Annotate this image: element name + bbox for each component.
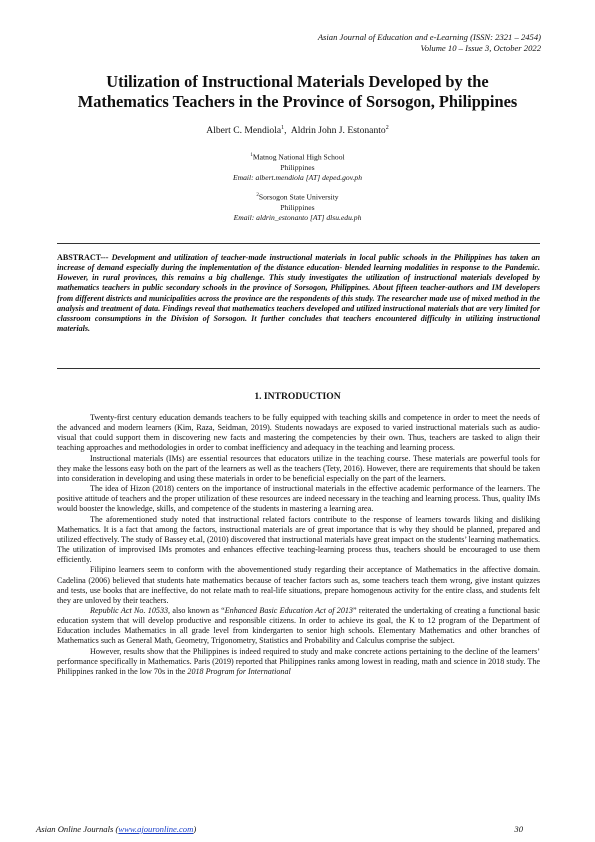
abstract xyxy=(57,253,540,334)
divider-top xyxy=(57,243,540,244)
affiliation-marker: 1 xyxy=(250,153,253,158)
program-name: 2018 Program for International xyxy=(187,666,291,676)
paragraph: The aforementioned study noted that instructional related factors contribute to the response of learners towards liking and disliking Mathematics. It is a fact that among the factors, instructional materials are of great importance that is why they should be planned, prepared and utilized effectively. The study of Bassey et.al, (2010) discovered that instructional materials have great impact on the students’ learning mathematics. The utilization of improvised IMs promotes and enhances effective teaching-learning process thus, teachers should be encouraged to use them efficiently. xyxy=(57,514,540,565)
paragraph: Filipino learners seem to conform with the abovementioned study regarding their acceptance of Mathematics in the affective domain. Cadelina (2006) believed that students hate mathematics because of teacher factors such as, some teachers teach them wrong, give instant quizzes and tests, use books that are ineffective, do not relate math to real-life situations, prepare homogenous activity for the entire class, and students felt they are unloved by their teachers. xyxy=(57,565,540,605)
footer-publisher: Asian Online Journals (www.ajouronline.com) xyxy=(36,824,197,834)
divider-bottom xyxy=(57,368,540,369)
paragraph: Twenty-first century education demands teachers to be fully equipped with teaching skills and competence in order to meet the needs of the advanced and modern learners (Kim, Raza, Seidman, 2019). Students nowadays are exposed to varied instructional materials such as audio-visual that could support them in discovering new facts and mastering the competencies by their own. Thus, teachers are tasked to align their teaching approaches and methodologies in order to combat inefficiency and adequacy in the teaching and learning process. xyxy=(57,413,540,453)
affiliation-block xyxy=(0,151,595,183)
affiliation-email: Email: albert.mendiola [AT] deped.gov.ph xyxy=(232,172,363,182)
title-line-2: Mathematics Teachers in the Province of Sorsogon, Philippines xyxy=(77,92,518,111)
publisher-link[interactable]: www.ajouronline.com xyxy=(118,824,194,834)
journal-volume: Volume 10 – Issue 3, October 2022 xyxy=(420,43,541,53)
section-heading: 1. INTRODUCTION xyxy=(254,391,341,402)
affiliation-email: Email: aldrin_estonanto [AT] dlsu.edu.ph xyxy=(233,212,362,222)
abstract-text: Development and utilization of teacher-made instructional materials in local public schools in the Philippines has taken an increase of demand especially during the implementation of the distance education- blended learning modalities in response to the Pandemic. However, in rural provinces, this remains a big challenge. This study investigates the utilization of instructional materials developed by mathematics teachers in public secondary schools in the province of Sorsogon, Philippines. About fifteen teacher-authors and IM developers from different districts and municipalities across the province are the respondents of this study. The researcher made use of mixed method in the analysis and treatment of data. Findings reveal that mathematics teachers developed and utilized instructional materials that are very limited for classroom consumptions in the Division of Sorsogon. It further concludes that teachers encountered difficulty in utilizing instructional materials. xyxy=(57,253,540,334)
affiliation-country: Philippines xyxy=(280,162,315,172)
affiliation-institution: $^2$Sorsogon State University xyxy=(256,192,339,202)
author-list: Albert C. Mendiola$^1$, Aldrin John J. Estonanto$^2$ xyxy=(206,125,389,137)
affiliation-marker: 2 xyxy=(256,193,259,198)
author-name: Albert C. Mendiola xyxy=(206,125,282,137)
affiliation-institution: $^1$Matnog National High School xyxy=(250,152,345,162)
author-affiliation-marker: 1 xyxy=(281,125,285,131)
act-title: Enhanced Basic Education Act of 2013 xyxy=(224,605,353,615)
act-name: Republic Act No. 10533, xyxy=(90,605,171,615)
page-number: 30 xyxy=(514,824,523,834)
body-text xyxy=(57,413,540,677)
affiliation-country: Philippines xyxy=(280,202,315,212)
journal-name: Asian Journal of Education and e-Learning (ISSN: 2321 – 2454) xyxy=(317,32,541,42)
paragraph: Republic Act No. 10533, also known as “Enhanced Basic Education Act of 2013” reiterated the undertaking of creating a functional basic education system that will develop productive and responsible citizens. In order to achieve its goal, the K to 12 program of the Department of Education includes Mathematics in all grade level from kindergarten to senior high schools. Elementary Mathematics and other branches of Mathematics such as General Math, Geometry, Trigonometry, Statistics and Probability and Calculus comprise the subject. xyxy=(57,605,540,646)
paragraph: However, results show that the Philippines is indeed required to study and make concrete actions pertaining to the decline of the learners’ performance specifically in Mathematics. Paris (2019) reported that Philippines ranks among lowest in reading, math and science in 2018 study. The Philippines ranked in the low 70s in the 2018 Program for International xyxy=(57,646,540,676)
affiliation-block xyxy=(0,191,595,223)
title-line-1: Utilization of Instructional Materials Developed by the xyxy=(106,72,489,91)
author-affiliation-marker: 2 xyxy=(385,125,389,131)
paragraph: The idea of Hizon (2018) centers on the importance of instructional materials in the effective academic performance of the learners. The positive attitude of teachers and the proper utilization of these resources are indeed necessary in the teaching and learning process. Thus, quality IMs would booster the knowledge, skills, and competence of the students in mastering a learning area. xyxy=(57,484,540,514)
paragraph: Instructional materials (IMs) are essential resources that educators utilize in the teaching course. These materials are powerful tools for they make the lessons easy both on the part of the learners as well as the teachers (Tety, 2016). However, there are requirements that should be taken into consideration in developing and using these materials in order to be beneficial especially on the part of the learners. xyxy=(57,453,540,483)
paper-title xyxy=(40,72,555,112)
author-name: Aldrin John J. Estonanto xyxy=(290,125,386,137)
journal-header xyxy=(318,32,541,54)
abstract-label: ABSTRACT--- xyxy=(57,253,109,262)
